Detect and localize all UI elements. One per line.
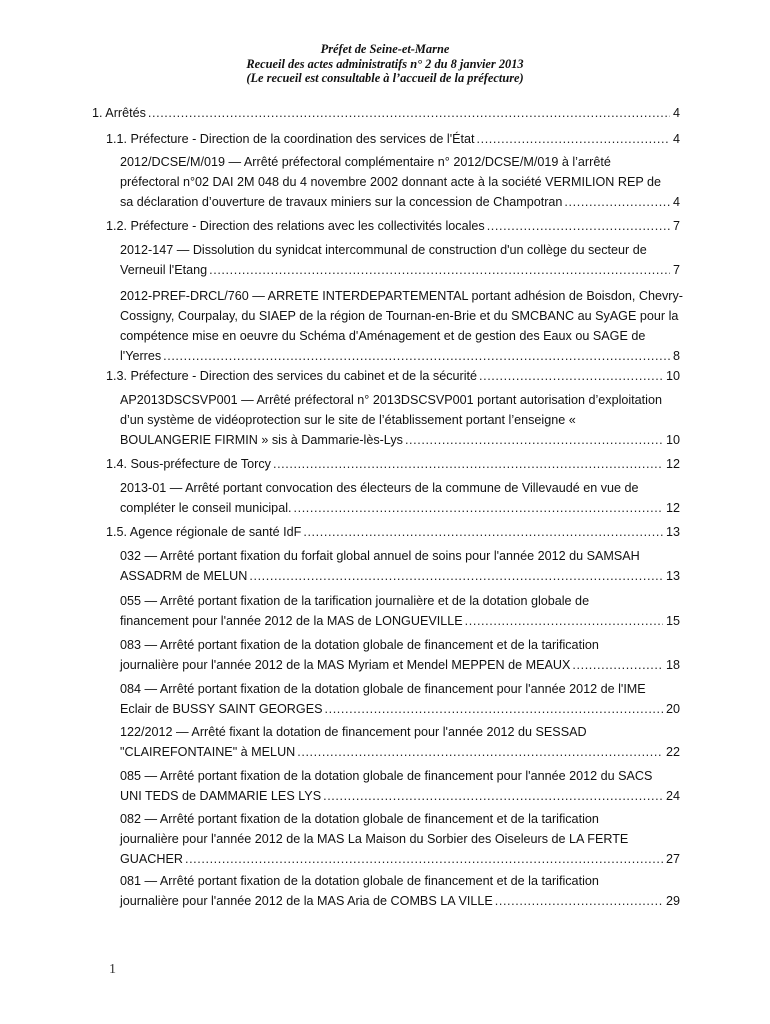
dot-leader — [465, 611, 663, 631]
toc-entry-last-line — [106, 454, 680, 474]
toc-entry-title: 1.5. Agence régionale de santé IdF — [106, 525, 302, 539]
toc-page-number: 7 — [672, 219, 680, 233]
toc-entry-level-3[interactable] — [120, 240, 680, 280]
toc-entry-level-3[interactable] — [120, 809, 680, 869]
toc-entry-title-line: journalière pour l'année 2012 de la MAS La Maison du Sorbier des Oiseleurs de LA FERTE — [120, 832, 629, 846]
header-recueil-line: Recueil des actes administratifs n° 2 du 8 janvier 2013 — [246, 56, 524, 71]
toc-page-number: 8 — [672, 349, 680, 363]
toc-entry-title: sa déclaration d’ouverture de travaux miniers sur la concession de Champotran — [120, 195, 563, 209]
toc-entry-title: financement pour l'année 2012 de la MAS de LONGUEVILLE — [120, 614, 463, 628]
toc-page-number: 7 — [672, 263, 680, 277]
toc-entry-title: 1.1. Préfecture - Direction de la coordination des services de l'État — [106, 132, 475, 146]
toc-entry-level-3[interactable] — [120, 635, 680, 675]
toc-entry-level-3[interactable] — [120, 871, 680, 911]
dot-leader — [495, 891, 663, 911]
dot-leader — [564, 192, 670, 212]
toc-entry-title-line: 083 — Arrêté portant fixation de la dotation globale de financement et de la tarification — [120, 638, 599, 652]
toc-page-number: 12 — [665, 457, 680, 471]
toc-entry-title: 1. Arrêtés — [92, 106, 146, 120]
dot-leader — [477, 129, 670, 149]
toc-entry-level-3[interactable] — [120, 591, 680, 631]
toc-page-number: 29 — [665, 894, 680, 908]
toc-entry-title: ASSADRM de MELUN — [120, 569, 248, 583]
toc-entry-last-line — [120, 498, 680, 518]
dot-leader — [303, 522, 663, 542]
toc-entry-last-line — [120, 891, 680, 911]
toc-entry-title-line: 032 — Arrêté portant fixation du forfait global annuel de soins pour l'année 2012 du SAMSAH — [120, 549, 640, 563]
dot-leader — [479, 366, 663, 386]
toc-page-number: 4 — [672, 106, 680, 120]
toc-entry-last-line — [120, 655, 680, 675]
toc-entry-level-2[interactable] — [106, 522, 680, 542]
toc-entry-last-line — [120, 742, 680, 762]
dot-leader — [297, 742, 663, 762]
toc-entry-title-line: 2012-147 — Dissolution du synidcat intercommunal de construction d'un collège du secteur de — [120, 243, 647, 257]
toc-entry-level-2[interactable] — [106, 216, 680, 236]
toc-entry-title-line: compétence mise en oeuvre du Schéma d'Aménagement et de gestion des Eaux ou SAGE de — [120, 329, 646, 343]
dot-leader — [249, 566, 663, 586]
toc-entry-level-3[interactable] — [120, 286, 683, 366]
toc-entry-level-2[interactable] — [106, 454, 680, 474]
toc-page-number: 22 — [665, 745, 680, 759]
toc-entry-level-3[interactable] — [120, 546, 680, 586]
toc-entry-title-line: 084 — Arrêté portant fixation de la dotation globale de financement pour l'année 2012 de l'IME — [120, 682, 646, 696]
toc-page-number: 12 — [665, 501, 680, 515]
dot-leader — [405, 430, 663, 450]
toc-entry-title: 1.3. Préfecture - Direction des services du cabinet et de la sécurité — [106, 369, 477, 383]
toc-entry-title: 1.4. Sous-préfecture de Torcy — [106, 457, 271, 471]
toc-entry-title-line: Cossigny, Courpalay, du SIAEP de la région de Tournan-en-Brie et du SMCBANC au SyAGE pour la — [120, 309, 679, 323]
dot-leader — [487, 216, 670, 236]
dot-leader — [209, 260, 670, 280]
toc-page-number: 24 — [665, 789, 680, 803]
toc-entry-title: Verneuil l'Etang — [120, 263, 208, 277]
toc-entry-level-3[interactable] — [120, 766, 680, 806]
toc-entry-title-line: 2013-01 — Arrêté portant convocation des électeurs de la commune de Villevaudé en vue de — [120, 481, 639, 495]
toc-page-number: 18 — [665, 658, 680, 672]
toc-entry-last-line — [120, 346, 680, 366]
dot-leader — [163, 346, 670, 366]
document-header — [0, 42, 770, 86]
toc-entry-title: 1.2. Préfecture - Direction des relations avec les collectivités locales — [106, 219, 485, 233]
dot-leader — [148, 103, 670, 123]
toc-entry-title-line: 122/2012 — Arrêté fixant la dotation de financement pour l'année 2012 du SESSAD — [120, 725, 587, 739]
dot-leader — [325, 699, 663, 719]
toc-entry-last-line — [120, 566, 680, 586]
toc-entry-level-3[interactable] — [120, 390, 680, 450]
toc-page-number: 15 — [665, 614, 680, 628]
toc-page-number: 13 — [665, 569, 680, 583]
toc-entry-level-1[interactable] — [92, 103, 680, 123]
toc-entry-last-line — [106, 216, 680, 236]
toc-entry-title-line: d’un système de vidéoprotection sur le site de l’établissement portant l’enseigne « — [120, 413, 576, 427]
toc-entry-title-line: 2012-PREF-DRCL/760 — ARRETE INTERDEPARTEMENTAL portant adhésion de Boisdon, Chevry- — [120, 289, 683, 303]
toc-entry-title: journalière pour l'année 2012 de la MAS Myriam et Mendel MEPPEN de MEAUX — [120, 658, 571, 672]
toc-entry-title-line: 055 — Arrêté portant fixation de la tarification journalière et de la dotation globale de — [120, 594, 590, 608]
toc-entry-last-line — [120, 611, 680, 631]
toc-entry-last-line — [120, 849, 680, 869]
toc-entry-title-line: 085 — Arrêté portant fixation de la dotation globale de financement pour l'année 2012 du SACS — [120, 769, 653, 783]
toc-page-number: 13 — [665, 525, 680, 539]
toc-entry-last-line — [120, 192, 680, 212]
header-prefecture-line: Préfet de Seine-et-Marne — [320, 42, 450, 56]
toc-entry-title-line: 2012/DCSE/M/019 — Arrêté préfectoral complémentaire n° 2012/DCSE/M/019 à l’arrêté — [120, 155, 611, 169]
dot-leader — [273, 454, 663, 474]
toc-entry-title: GUACHER — [120, 852, 183, 866]
toc-entry-last-line — [106, 366, 680, 386]
toc-entry-last-line — [106, 129, 680, 149]
toc-entry-title-line: 081 — Arrêté portant fixation de la dotation globale de financement et de la tarification — [120, 874, 599, 888]
toc-entry-title-line: 082 — Arrêté portant fixation de la dotation globale de financement et de la tarification — [120, 812, 599, 826]
toc-entry-last-line — [120, 430, 680, 450]
toc-page-number: 20 — [665, 702, 680, 716]
toc-entry-level-2[interactable] — [106, 129, 680, 149]
toc-entry-last-line — [120, 260, 680, 280]
toc-entry-level-3[interactable] — [120, 679, 680, 719]
toc-entry-last-line — [106, 522, 680, 542]
toc-entry-last-line — [92, 103, 680, 123]
dot-leader — [294, 498, 663, 518]
toc-page-number: 10 — [665, 369, 680, 383]
toc-entry-title: BOULANGERIE FIRMIN » sis à Dammarie-lès-Lys — [120, 433, 403, 447]
header-consultable-line: (Le recueil est consultable à l’accueil de la préfecture) — [246, 71, 524, 85]
toc-page-number: 10 — [665, 433, 680, 447]
toc-entry-level-3[interactable] — [120, 152, 680, 212]
toc-entry-title: compléter le conseil municipal. — [120, 501, 292, 515]
dot-leader — [572, 655, 663, 675]
toc-entry-title: journalière pour l'année 2012 de la MAS Aria de COMBS LA VILLE — [120, 894, 493, 908]
dot-leader — [185, 849, 663, 869]
dot-leader — [323, 786, 663, 806]
toc-entry-level-3[interactable] — [120, 722, 680, 762]
toc-entry-title: l'Yerres — [120, 349, 162, 363]
toc-entry-title: "CLAIREFONTAINE" à MELUN — [120, 745, 296, 759]
toc-entry-title: Eclair de BUSSY SAINT GEORGES — [120, 702, 323, 716]
page-number: 1 — [109, 962, 116, 977]
toc-entry-last-line — [120, 699, 680, 719]
toc-entry-level-2[interactable] — [106, 366, 680, 386]
toc-entry-title-line: préfectoral n°02 DAI 2M 048 du 4 novembre 2002 donnant acte à la société VERMILION REP de — [120, 175, 662, 189]
toc-entry-last-line — [120, 786, 680, 806]
toc-entry-title: UNI TEDS de DAMMARIE LES LYS — [120, 789, 322, 803]
toc-page-number: 4 — [672, 132, 680, 146]
toc-page-number: 27 — [665, 852, 680, 866]
toc-entry-title-line: AP2013DSCSVP001 — Arrêté préfectoral n° 2013DSCSVP001 portant autorisation d’exploitation — [120, 393, 662, 407]
toc-page-number: 4 — [672, 195, 680, 209]
toc-entry-level-3[interactable] — [120, 478, 680, 518]
